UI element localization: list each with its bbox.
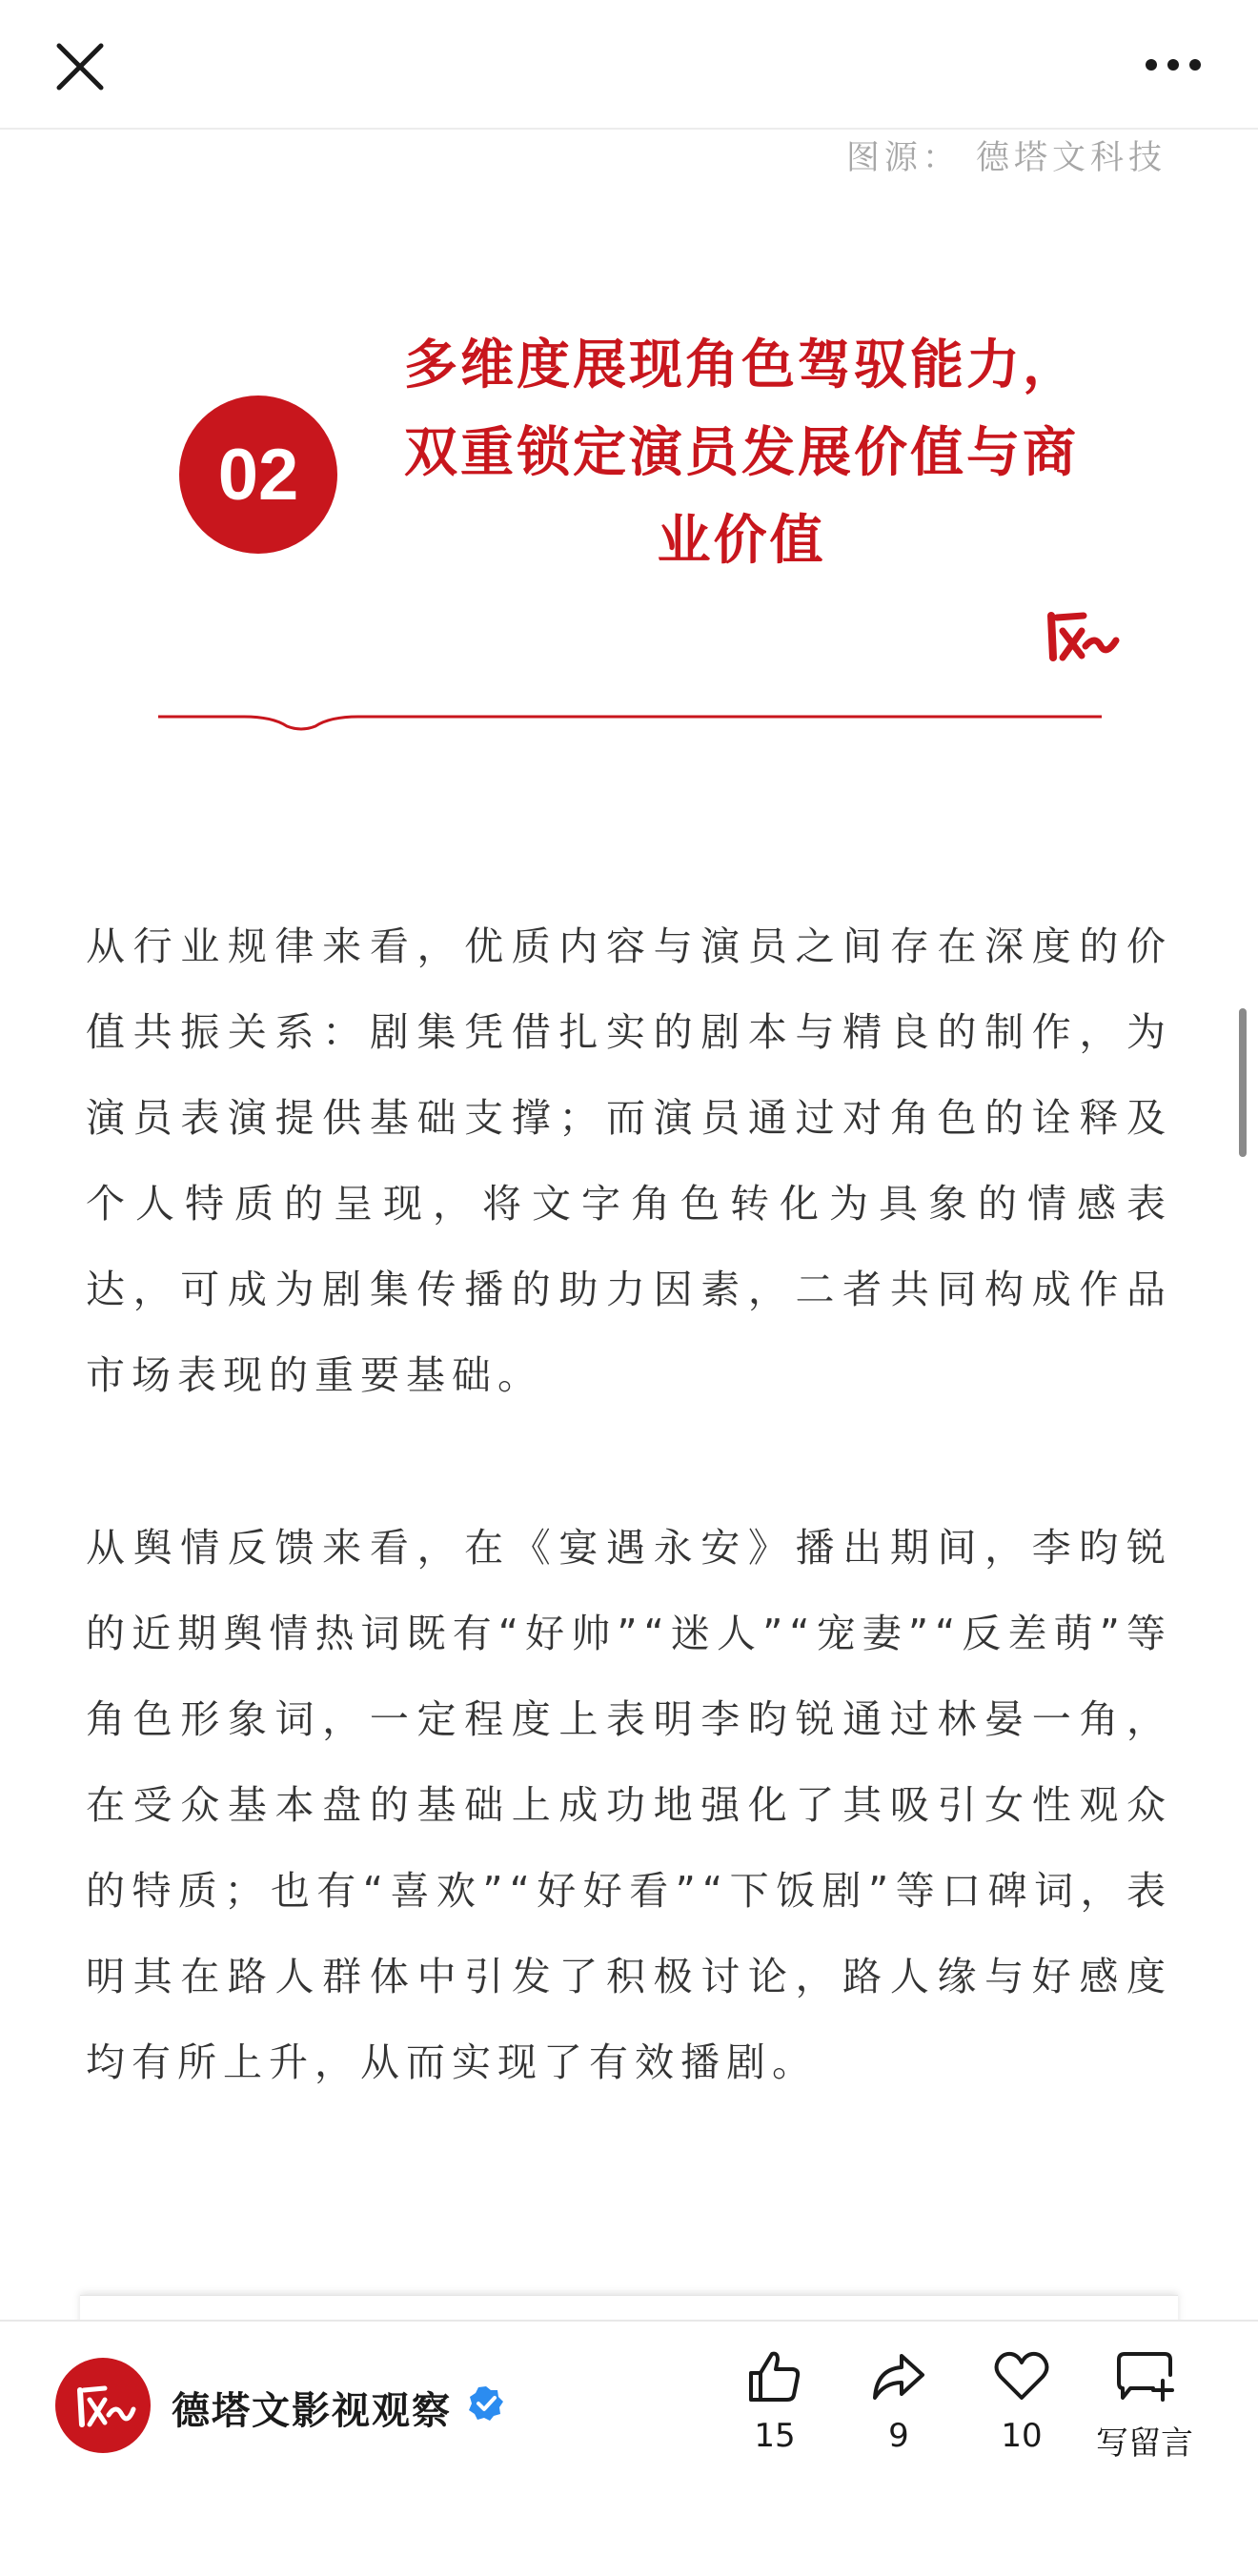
section-title-line: 业价值 (657, 510, 826, 572)
section-title (360, 322, 1123, 585)
share-count: 9 (888, 2417, 909, 2455)
section-number-badge: 02 (179, 396, 337, 554)
comment-add-icon (1115, 2346, 1174, 2405)
account-name[interactable]: 德塔文影视观察 (172, 2389, 452, 2433)
article-paragraph: 从舆情反馈来看，在《宴遇永安》播出期间，李昀锐的近期舆情热词既有“好帅”“迷人”“宠妻”“反差萌”等角色形象词，一定程度上表明李昀锐通过林晏一角，在受众基本盘的基础上成功地强化了其吸引女性观众的特质；也有“喜欢”“好好看”“下饭剧”等口碑词，表明其在路人群体中引发了积极讨论，路人缘与好感度均有所上升，从而实现了有效播剧。 (86, 1525, 1172, 2085)
more-dots-icon[interactable] (1140, 46, 1207, 84)
section-divider (158, 705, 1102, 734)
like-count: 15 (754, 2417, 796, 2455)
section-title-line: 多维度展现角色驾驭能力， (404, 335, 1079, 396)
article-paragraph: 从行业规律来看，优质内容与演员之间存在深度的价值共振关系：剧集凭借扎实的剧本与精良的制作，为演员表演提供基础支撑；而演员通过对角色的诠释及个人特质的呈现，将文字角色转化为具象的情感表达，可成为剧集传播的助力因素，二者共同构成作品市场表现的重要基础。 (86, 923, 1172, 1398)
write-comment-label: 写留言 (1096, 2424, 1193, 2463)
top-nav-bar (0, 0, 1258, 130)
brand-mark-decoration (901, 602, 1120, 679)
bottom-action-bar (0, 2320, 1258, 2576)
image-source-caption: 图源： 德塔文科技 (845, 139, 1167, 177)
share-button[interactable] (837, 2346, 961, 2455)
like-button[interactable] (713, 2346, 837, 2455)
scroll-indicator[interactable] (1239, 1008, 1247, 1157)
heart-icon (992, 2346, 1051, 2405)
favorite-count: 10 (1001, 2417, 1043, 2455)
write-comment-button[interactable] (1083, 2346, 1207, 2464)
share-arrow-icon (869, 2346, 928, 2405)
section-title-line: 双重锁定演员发展价值与商 (404, 422, 1079, 484)
close-icon[interactable] (50, 36, 111, 97)
account-avatar[interactable] (55, 2358, 151, 2453)
favorite-button[interactable] (960, 2346, 1084, 2455)
verified-badge-icon (467, 2384, 505, 2423)
thumbs-up-icon (745, 2346, 804, 2405)
